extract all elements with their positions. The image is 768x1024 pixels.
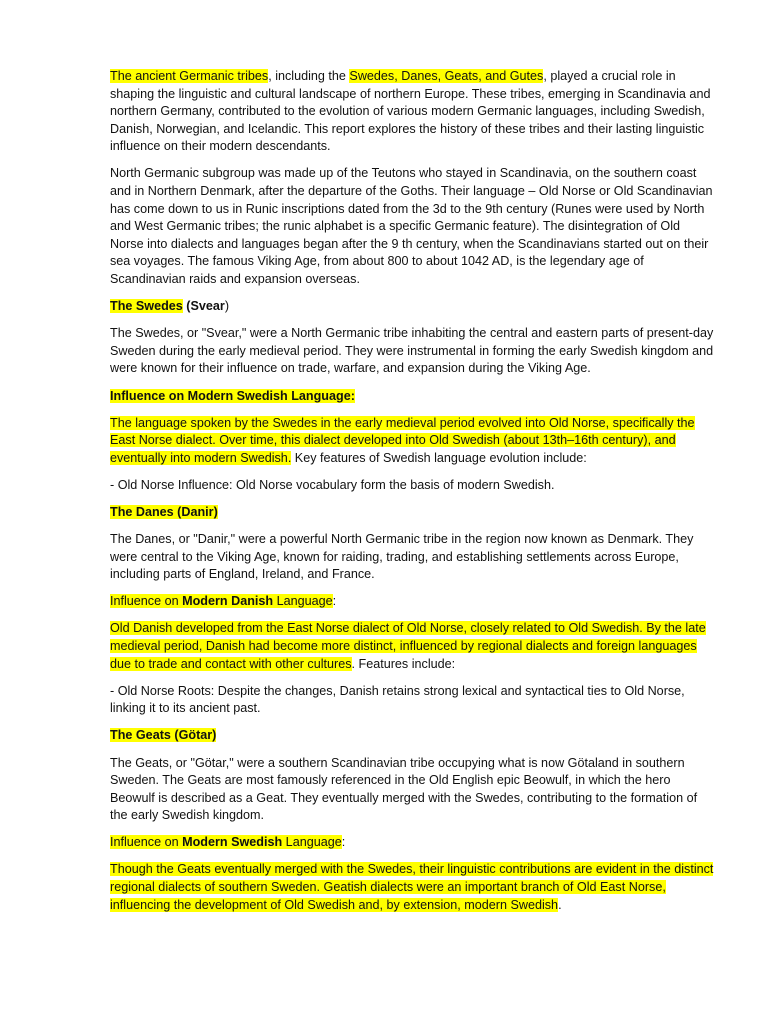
highlight: The ancient Germanic tribes bbox=[110, 69, 269, 83]
text: . bbox=[558, 897, 562, 912]
highlight: The Geats (Götar) bbox=[110, 728, 217, 743]
text: Key features of Swedish language evolution include: bbox=[291, 450, 587, 465]
text: . Features include: bbox=[351, 656, 456, 671]
danes-influence-heading bbox=[110, 593, 715, 611]
geats-body: The Geats, or "Götar," were a southern Scandinavian tribe occupying what is now Götaland in southern Sweden. The Geats are most famously referenced in the Old English epic Beowulf, in which the hero Beowulf is described as a Geat. They eventually merged with the Swedes, contributing to the formation of the early Swedish kingdom. bbox=[110, 755, 698, 823]
text: , including the bbox=[268, 69, 350, 83]
document-page bbox=[110, 68, 715, 924]
swedes-body: The Swedes, or "Svear," were a North Germanic tribe inhabiting the central and eastern parts of present-day Sweden during the early medieval period. They were instrumental in forming the early Swedish kingdom and were known for their influence on trade, warfare, and expansion during the Viking Age. bbox=[110, 326, 714, 376]
highlight: Swedes, Danes, Geats, and Gutes bbox=[349, 69, 544, 83]
highlight: Old Danish developed from the East Norse dialect of Old Norse, closely related to Old Swedish. By the late medieval period, Danish had become more distinct, influenced by regional dialects and foreign languages due to trade and contact with other cultures bbox=[110, 621, 706, 671]
text-bold: Modern Swedish bbox=[182, 835, 283, 850]
danes-heading bbox=[110, 504, 715, 522]
text: , played a crucial role in shaping the linguistic and cultural landscape of northern Europe. These tribes, emerging in Scandinavia and northern Germany, contributed to the evolution of various modern Germanic languages, including Swedish, Danish, Norwegian, and Icelandic. This report explores the history of these tribes and their lasting linguistic influence on their modern descendants. bbox=[110, 69, 711, 154]
swedes-influence-heading bbox=[110, 388, 715, 406]
intro-paragraph bbox=[110, 68, 715, 156]
highlight bbox=[110, 835, 342, 849]
text: : bbox=[341, 835, 346, 850]
text: Language bbox=[273, 594, 333, 609]
highlight: Influence on Modern Swedish Language: bbox=[110, 388, 355, 403]
text: (Svear bbox=[182, 299, 225, 314]
geats-influence-heading bbox=[110, 834, 715, 852]
danes-body: The Danes, or "Danir," were a powerful North Germanic tribe in the region now known as Denmark. They were central to the Viking Age, known for raiding, trading, and establishing settlements across Europe, including parts of England, Ireland, and France. bbox=[110, 532, 694, 582]
highlight: The Swedes bbox=[110, 299, 183, 314]
highlight: The Danes (Danir) bbox=[110, 504, 218, 519]
text: Language bbox=[282, 835, 342, 850]
highlight bbox=[110, 594, 333, 608]
danes-influence-body bbox=[110, 620, 715, 673]
highlight: The language spoken by the Swedes in the early medieval period evolved into Old Norse, specifically the East Norse dialect. Over time, this dialect developed into Old Swedish (about 13th–16th century), and eventually into modern Swedish. bbox=[110, 415, 695, 465]
swedes-heading bbox=[110, 298, 715, 316]
text: ) bbox=[224, 299, 230, 314]
text: Influence on bbox=[110, 594, 183, 609]
swedes-bullet: - Old Norse Influence: Old Norse vocabulary form the basis of modern Swedish. bbox=[110, 477, 555, 492]
geats-influence-body bbox=[110, 861, 715, 914]
text-bold: Modern Danish bbox=[182, 594, 274, 609]
geats-heading bbox=[110, 727, 715, 745]
swedes-influence-body bbox=[110, 415, 715, 468]
danes-bullet: - Old Norse Roots: Despite the changes, Danish retains strong lexical and syntactical ties to Old Norse, linking it to its ancient past. bbox=[110, 683, 685, 716]
north-germanic-paragraph: North Germanic subgroup was made up of the Teutons who stayed in Scandinavia, on the southern coast and in Northern Denmark, after the departure of the Goths. Their language – Old Norse or Old Scandinavian has come down to us in Runic inscriptions dated from the 3d to the 9th century (Runes were used by North and West Germanic tribes; the runic alphabet is a specific Germanic feature). The disintegration of Old Norse into dialects and languages began after the 9 th century, when the Scandinavians started out on their sea voyages. The famous Viking Age, from about 800 to about 1042 AD, is the legendary age of Scandinavian raids and expansion overseas. bbox=[110, 166, 713, 287]
highlight: Though the Geats eventually merged with the Swedes, their linguistic contributions are evident in the distinct regional dialects of southern Sweden. Geatish dialects were an important branch of Old East Norse, influencing the development of Old Swedish and, by extension, modern Swedish bbox=[110, 862, 714, 912]
text: : bbox=[332, 594, 337, 609]
text: Influence on bbox=[110, 835, 183, 850]
